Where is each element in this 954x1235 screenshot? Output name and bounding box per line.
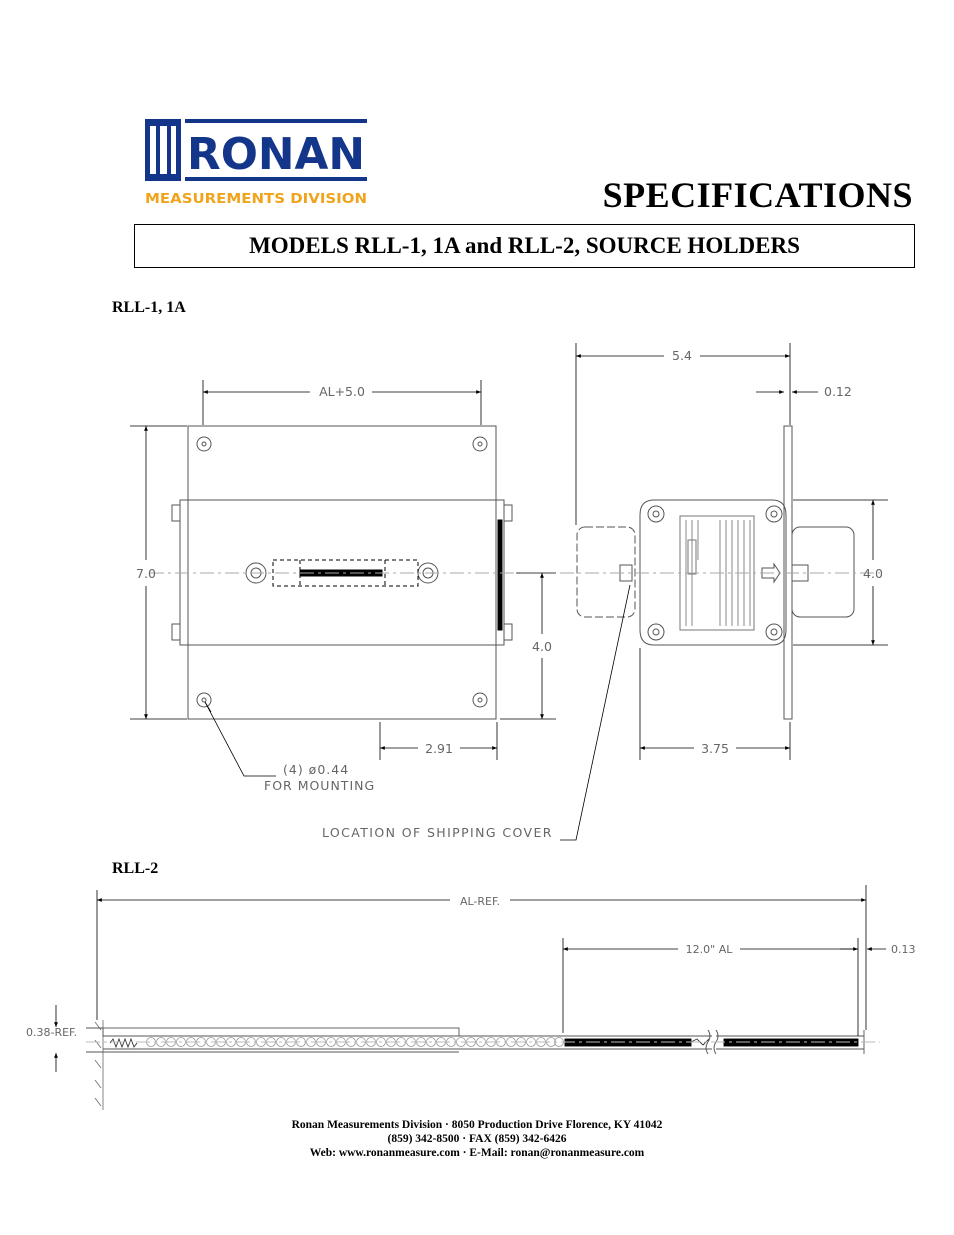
rll1-front-view	[150, 426, 520, 719]
dim-height-label: 7.0	[136, 566, 156, 581]
rll2-diameter-label: 0.38-REF.	[26, 1026, 78, 1039]
logo-wordmark: RONAN	[187, 129, 365, 180]
footer-phone: (859) 342-8500 · FAX (859) 342-6426	[387, 1133, 567, 1145]
models-title: MODELS RLL-1, 1A and RLL-2, SOURCE HOLDERS	[249, 233, 800, 258]
page-title: SPECIFICATIONS	[602, 175, 913, 215]
dim-lower-height-label: 4.0	[532, 639, 552, 654]
rll2-tip-label: 0.13	[891, 943, 916, 956]
dim-plate-label: 0.12	[824, 384, 852, 399]
logo-division: MEASUREMENTS DIVISION	[145, 191, 367, 207]
footer	[0, 1118, 954, 1160]
dim-side-depth-label: 3.75	[701, 741, 729, 756]
section-label-rll1: RLL-1, 1A	[112, 299, 186, 316]
rll2-overall-label: AL-REF.	[459, 895, 501, 908]
rll2-active-label: 12.0" AL	[685, 943, 733, 956]
shipping-cover-label: LOCATION OF SHIPPING COVER	[322, 825, 553, 840]
rll1-side-dimensions	[560, 343, 888, 840]
dim-side-width-label: 5.4	[672, 348, 692, 363]
footer-web: Web: www.ronanmeasure.com · E-Mail: ronan@ronanmeasure.com	[309, 1147, 645, 1159]
mounting-note-label: FOR MOUNTING	[264, 778, 376, 793]
dim-offset-label: 2.91	[425, 741, 453, 756]
rll1-front-dimensions	[130, 380, 556, 776]
rll2-rod-view	[86, 1020, 880, 1110]
rll1-side-view	[560, 426, 880, 719]
footer-address: Ronan Measurements Division · 8050 Production Drive Florence, KY 41042	[291, 1119, 663, 1131]
mounting-holes-label: (4) ø0.44	[283, 762, 350, 777]
dim-width-label: AL+5.0	[319, 384, 365, 399]
section-label-rll2: RLL-2	[112, 860, 159, 877]
dim-side-height-label: 4.0	[863, 566, 883, 581]
